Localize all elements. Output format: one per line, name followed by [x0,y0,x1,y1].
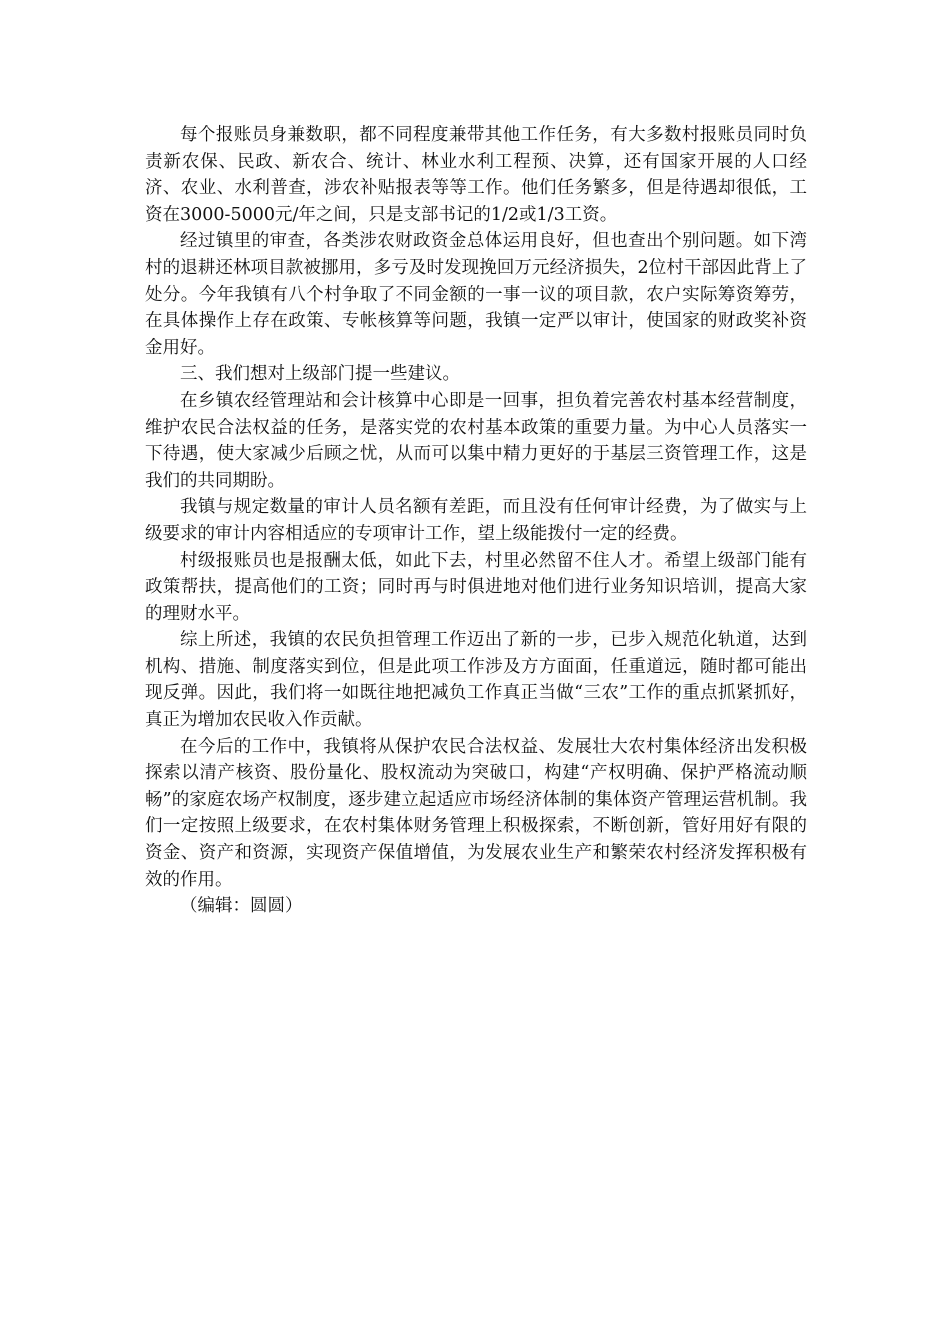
paragraph-village-clerk-pay: 村级报账员也是报酬太低，如此下去，村里必然留不住人才。希望上级部门能有政策帮扶，提高他们的工资；同时再与时俱进地对他们进行业务知识培训，提高大家的理财水平。 [145,550,807,624]
paragraph-reimbursement-clerks: 每个报账员身兼数职，都不同程度兼带其他工作任务，有大多数村报账员同时负责新农保、民政、新农合、统计、林业水利工程预、决算，还有国家开展的人口经济、农业、水利普查，涉农补贴报表等等工作。他们任务繁多，但是待遇却很低，工资在3000-5000元/年之间，只是支部书记的1/2或1/3工资。 [145,125,807,225]
paragraph-future-work: 在今后的工作中，我镇将从保护农民合法权益、发展壮大农村集体经济出发积极探索以清产核资、股份量化、股权流动为突破口，构建“产权明确、保护严格流动顺畅”的家庭农场产权制度，逐步建立起适应市场经济体制的集体资产管理运营机制。我们一定按照上级要求，在农村集体财务管理上积极探索，不断创新，管好用好有限的资金、资产和资源，实现资产保值增值，为发展农业生产和繁荣农村经济发挥积极有效的作用。 [145,736,807,890]
paragraph-audit-findings: 经过镇里的审查，各类涉农财政资金总体运用良好，但也查出个别问题。如下湾村的退耕还林项目款被挪用，多亏及时发现挽回万元经济损失，2位村干部因此背上了处分。今年我镇有八个村争取了不同金额的一事一议的项目款，农户实际筹资筹劳，在具体操作上存在政策、专帐核算等问题，我镇一定严以审计，使国家的财政奖补资金用好。 [145,231,807,358]
editor-note: （编辑：圆圆） [180,896,303,917]
document-body [145,122,807,920]
paragraph-summary: 综上所述，我镇的农民负担管理工作迈出了新的一步，已步入规范化轨道，达到机构、措施、制度落实到位，但是此项工作涉及方方面面，任重道远，随时都可能出现反弹。因此，我们将一如既往地把减负工作真正当做“三农”工作的重点抓紧抓好，真正为增加农民收入作贡献。 [145,630,807,731]
section-heading-suggestions: 三、我们想对上级部门提一些建议。 [180,364,460,385]
paragraph-accounting-center: 在乡镇农经管理站和会计核算中心即是一回事，担负着完善农村基本经营制度，维护农民合法权益的任务，是落实党的农村基本政策的重要力量。为中心人员落实一下待遇，使大家减少后顾之忧，从而可以集中精力更好的于基层三资管理工作，这是我们的共同期盼。 [145,390,807,491]
paragraph-audit-staffing: 我镇与规定数量的审计人员名额有差距，而且没有任何审计经费，为了做实与上级要求的审计内容相适应的专项审计工作，望上级能拨付一定的经费。 [145,497,807,544]
